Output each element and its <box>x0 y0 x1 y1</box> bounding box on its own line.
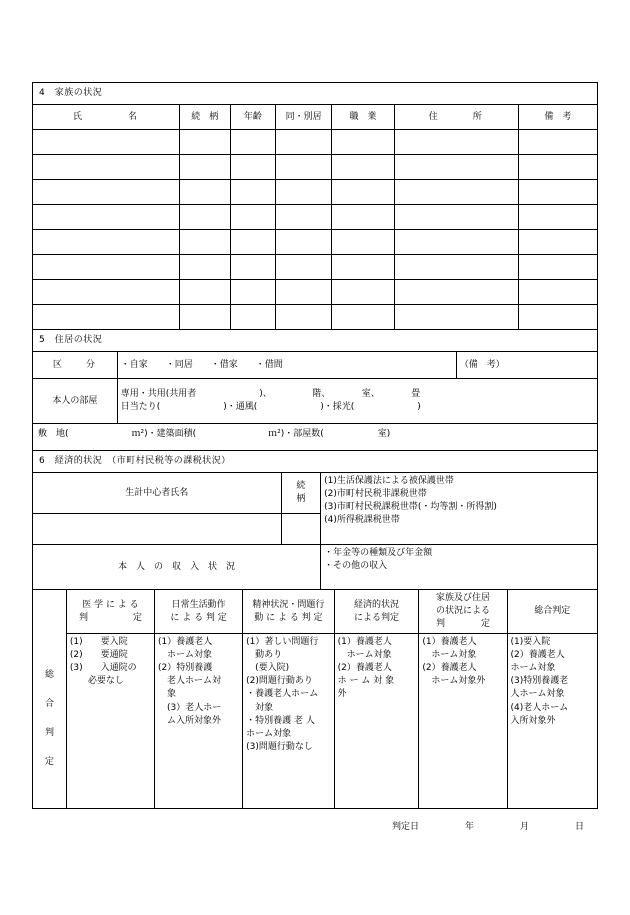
householder-relation-value[interactable] <box>281 514 321 545</box>
cell-relation[interactable] <box>179 205 230 230</box>
year-label[interactable]: 年 <box>464 822 474 833</box>
cell-remarks[interactable] <box>518 280 597 305</box>
cell-name[interactable] <box>33 305 180 330</box>
overall-judgement-label: 総 合 判 定 <box>33 590 67 809</box>
col-header-adl: 日常生活動作 に よ る 判 定 <box>155 590 243 634</box>
col-header-family-housing: 家族及び住居 の状況による 判 定 <box>419 590 507 634</box>
cell-age[interactable] <box>230 130 275 155</box>
table-row[interactable] <box>33 130 598 155</box>
cell-address[interactable] <box>394 230 518 255</box>
month-label[interactable]: 月 <box>519 822 529 833</box>
table-row[interactable] <box>33 230 598 255</box>
cell-occupation[interactable] <box>332 155 394 180</box>
cell-relation[interactable] <box>179 130 230 155</box>
cell-age[interactable] <box>230 305 275 330</box>
cell-living[interactable] <box>275 305 332 330</box>
col-header-economic: 経済的状況 による判定 <box>334 590 419 634</box>
income-item-1[interactable]: ・年金等の種類及び年金額 <box>324 548 433 559</box>
cell-relation[interactable] <box>179 255 230 280</box>
room-detail-cell[interactable] <box>117 379 597 424</box>
col-header-medical: 医 学 に よ る 判 定 <box>66 590 154 634</box>
cell-relation[interactable] <box>179 305 230 330</box>
judgement-cell-overall[interactable]: (1)要入院 (2）養護老人 ホーム対象 (3)特別養護老 人ホーム対象 (4)老人ホーム 入所対象外 <box>507 634 597 809</box>
cell-occupation[interactable] <box>332 280 394 305</box>
table-row[interactable] <box>33 205 598 230</box>
family-section-title-row <box>33 83 598 105</box>
table-row[interactable] <box>33 180 598 205</box>
cell-remarks[interactable] <box>518 205 597 230</box>
cell-age[interactable] <box>230 255 275 280</box>
cell-remarks[interactable] <box>518 305 597 330</box>
judgement-cell-economic[interactable]: (1）養護老人 ホーム対象 (2）養護老人 ホ ー ム 対 象 外 <box>334 634 419 809</box>
judgement-cell-adl[interactable]: (1）養護老人 ホーム対象 (2）特別養護 老人ホーム対 象 (3）老人ホー ム入所対象外 <box>155 634 243 809</box>
cell-relation[interactable] <box>179 280 230 305</box>
housing-kubun-row <box>33 352 598 379</box>
family-section-table <box>32 82 598 330</box>
cell-occupation[interactable] <box>332 130 394 155</box>
income-label: 本 人 の 収 入 状 況 <box>33 545 321 590</box>
col-header-name: 氏 名 <box>33 105 180 130</box>
col-header-relation: 続 柄 <box>179 105 230 130</box>
income-item-2[interactable]: ・その他の収入 <box>324 561 388 572</box>
cell-remarks[interactable] <box>518 180 597 205</box>
cell-relation[interactable] <box>179 155 230 180</box>
economic-head-row <box>33 473 598 514</box>
cell-name[interactable] <box>33 130 180 155</box>
cell-name[interactable] <box>33 205 180 230</box>
cell-name[interactable] <box>33 180 180 205</box>
judgement-table <box>32 589 598 809</box>
cell-occupation[interactable] <box>332 255 394 280</box>
form-sheet <box>32 82 598 832</box>
cell-age[interactable] <box>230 205 275 230</box>
tax-option-4[interactable]: (4)所得税課税世帯 <box>324 515 400 526</box>
cell-address[interactable] <box>394 155 518 180</box>
col-header-overall: 総合判定 <box>507 590 597 634</box>
kubun-label: 区 分 <box>33 352 118 379</box>
cell-occupation[interactable] <box>332 205 394 230</box>
cell-name[interactable] <box>33 280 180 305</box>
cell-age[interactable] <box>230 280 275 305</box>
householder-name-label: 生計中心者氏名 <box>33 473 282 514</box>
housing-section-table <box>32 329 598 451</box>
col-header-mental: 精神状況・問題行 動 に よ る 判 定 <box>243 590 335 634</box>
cell-address[interactable] <box>394 130 518 155</box>
table-row[interactable] <box>33 155 598 180</box>
cell-relation[interactable] <box>179 230 230 255</box>
housing-land-row <box>33 424 598 451</box>
family-header-row <box>33 105 598 130</box>
cell-address[interactable] <box>394 305 518 330</box>
cell-remarks[interactable] <box>518 130 597 155</box>
cell-address[interactable] <box>394 205 518 230</box>
table-row[interactable] <box>33 255 598 280</box>
col-header-age: 年齢 <box>230 105 275 130</box>
judgement-body-row <box>33 634 598 809</box>
judgement-date-footer <box>32 819 598 832</box>
economic-section-table <box>32 450 598 590</box>
economic-section-title-row <box>33 451 598 473</box>
income-row <box>33 545 598 590</box>
col-header-living: 同・別居 <box>275 105 332 130</box>
cell-living[interactable] <box>275 180 332 205</box>
householder-name-value[interactable] <box>33 514 282 545</box>
tax-option-3[interactable]: (3)市町村民税課税世帯(・均等割・所得割) <box>324 502 497 513</box>
cell-living[interactable] <box>275 155 332 180</box>
table-row[interactable] <box>33 280 598 305</box>
cell-name[interactable] <box>33 255 180 280</box>
tax-option-2[interactable]: (2)市町村民税非課税世帯 <box>324 489 427 500</box>
housing-room-row <box>33 379 598 424</box>
housing-section-title: 5 住居の状況 <box>33 330 598 352</box>
cell-address[interactable] <box>394 280 518 305</box>
cell-remarks[interactable] <box>518 255 597 280</box>
room-line-1[interactable]: 専用・共用(共用者 )、 階、 室、 畳 <box>120 389 421 400</box>
housing-section-title-row <box>33 330 598 352</box>
col-header-remarks: 備 考 <box>518 105 597 130</box>
cell-name[interactable] <box>33 155 180 180</box>
kubun-options[interactable]: ・自家 ・同居 ・借家 ・借間 <box>117 352 456 379</box>
table-row[interactable] <box>33 305 598 330</box>
judgement-cell-family-housing[interactable]: (1）養護老人 ホーム対象 (2）養護老人 ホーム対象外 <box>419 634 507 809</box>
cell-address[interactable] <box>394 255 518 280</box>
cell-age[interactable] <box>230 230 275 255</box>
judgement-date-label: 判定日 <box>391 822 419 833</box>
day-label[interactable]: 日 <box>574 822 584 833</box>
cell-living[interactable] <box>275 280 332 305</box>
room-label: 本人の部屋 <box>33 379 118 424</box>
housing-remarks-label: （備 考） <box>456 352 597 379</box>
cell-occupation[interactable] <box>332 305 394 330</box>
cell-occupation[interactable] <box>332 230 394 255</box>
family-section-title: 4 家族の状況 <box>33 83 598 105</box>
cell-remarks[interactable] <box>518 230 597 255</box>
householder-relation-label: 続 柄 <box>281 473 321 514</box>
tax-status-options[interactable] <box>321 473 598 545</box>
judgement-cell-medical[interactable]: (1) 要入院 (2) 要通院 (3) 入通院の 必要なし <box>66 634 154 809</box>
economic-section-title: 6 経済的状況 （市町村民税等の課税状況） <box>33 451 598 473</box>
col-header-occupation: 職 業 <box>332 105 394 130</box>
cell-remarks[interactable] <box>518 155 597 180</box>
land-detail[interactable]: 敷 地( ｍ²)・建築面積( ｍ²)・部屋数( 室) <box>33 424 598 451</box>
cell-living[interactable] <box>275 130 332 155</box>
cell-age[interactable] <box>230 180 275 205</box>
cell-relation[interactable] <box>179 180 230 205</box>
income-items[interactable] <box>321 545 598 590</box>
judgement-cell-mental[interactable]: (1）著しい問題行 動あり (要入院) (2)問題行動あり ・養護老人ホーム 対象 ・特別養護 老 人 ホーム対象 (3)問題行動なし <box>243 634 335 809</box>
cell-name[interactable] <box>33 230 180 255</box>
col-header-address: 住 所 <box>394 105 518 130</box>
judgement-header-row <box>33 590 598 634</box>
cell-occupation[interactable] <box>332 180 394 205</box>
cell-address[interactable] <box>394 180 518 205</box>
cell-age[interactable] <box>230 155 275 180</box>
cell-living[interactable] <box>275 230 332 255</box>
cell-living[interactable] <box>275 205 332 230</box>
cell-living[interactable] <box>275 255 332 280</box>
room-line-2[interactable]: 日当たり( )・通風( )・採光( ) <box>120 402 421 413</box>
tax-option-1[interactable]: (1)生活保護法による被保護世帯 <box>324 476 454 487</box>
